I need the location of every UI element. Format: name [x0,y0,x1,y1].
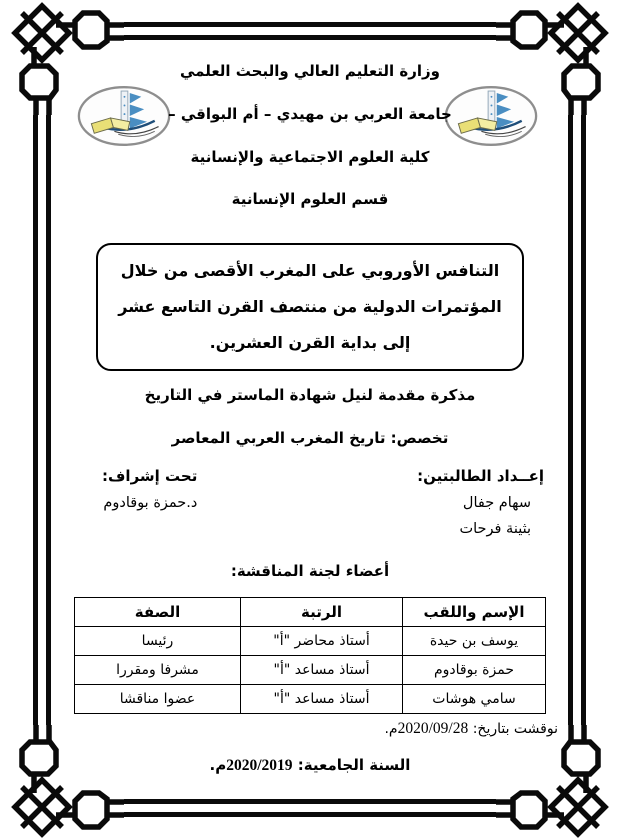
specialty-line: تخصص: تاريخ المغرب العربي المعاصر [171,429,449,447]
ministry-line: وزارة التعليم العالي والبحث العلمي [179,62,441,80]
member-name: سامي هوشات [403,685,546,714]
supervisor-name: د.حمزة بوقادوم [103,495,198,511]
member-rank: أستاذ مساعد "أ" [241,685,403,714]
member-name: حمزة بوقادوم [403,656,546,685]
col-header-role: الصفة [75,598,241,627]
border-line-left-outer [33,115,38,725]
border-line-bottom-outer [124,812,496,817]
department-line: قسم العلوم الإنسانية [231,190,389,209]
border-line-top-inner [124,35,496,40]
supervision-label: تحت إشراف: [102,467,198,485]
committee-heading: أعضاء لجنة المناقشة: [230,562,390,580]
border-line-top-outer [124,22,496,27]
member-role: عضوا مناقشا [75,685,241,714]
academic-year-line [62,756,558,775]
member-name: يوسف بن حيدة [403,627,546,656]
faculty-line: كلية العلوم الاجتماعية والإنسانية [190,147,430,166]
member-rank: أستاذ مساعد "أ" [241,656,403,685]
university-line: جامعة العربي بن مهيدي – أم البواقي – [168,104,452,123]
table-row [75,685,546,714]
supervision-column [102,467,197,537]
col-header-name: الإسم واللقب [403,598,546,627]
memoir-degree-line: مذكرة مقدمة لنيل شهادة الماستر في التاريخ [144,386,476,404]
thesis-title: التنافس الأوروبي على المغرب الأقصى من خلال المؤتمرات الدولية من منتصف القرن التاسع عشر إلى بداية القرن العشرين. [118,261,502,352]
academic-year-value: 2020/2019 [226,757,293,774]
table-header-row [75,598,546,627]
border-line-right-inner [568,115,573,725]
table-row [75,656,546,685]
table-row [75,627,546,656]
cover-content [62,62,558,790]
academic-year-label: السنة الجامعية: [297,756,411,774]
academic-year-suffix: م. [209,756,227,774]
prepared-by-label: إعــداد الطالبتين: [417,467,544,485]
student-name: سهام جفال [462,495,531,511]
preparation-supervision-section [62,467,558,537]
border-line-bottom-inner [124,799,496,804]
defense-date-value: 2020/09/28 [397,720,469,737]
student-name: بثينة فرحات [459,521,531,537]
member-role: مشرفا ومقررا [75,656,241,685]
member-rank: أستاذ محاضر "أ" [241,627,403,656]
border-line-left-inner [46,115,51,725]
committee-table [74,597,546,714]
prepared-by-column [417,467,544,537]
defense-date-suffix: م. [384,721,398,737]
border-line-right-outer [581,115,586,725]
col-header-rank: الرتبة [241,598,403,627]
defense-date-line [88,720,558,738]
member-role: رئيسا [75,627,241,656]
defense-date-label: نوقشت بتاريخ: [472,721,558,737]
thesis-title-box [96,243,524,371]
